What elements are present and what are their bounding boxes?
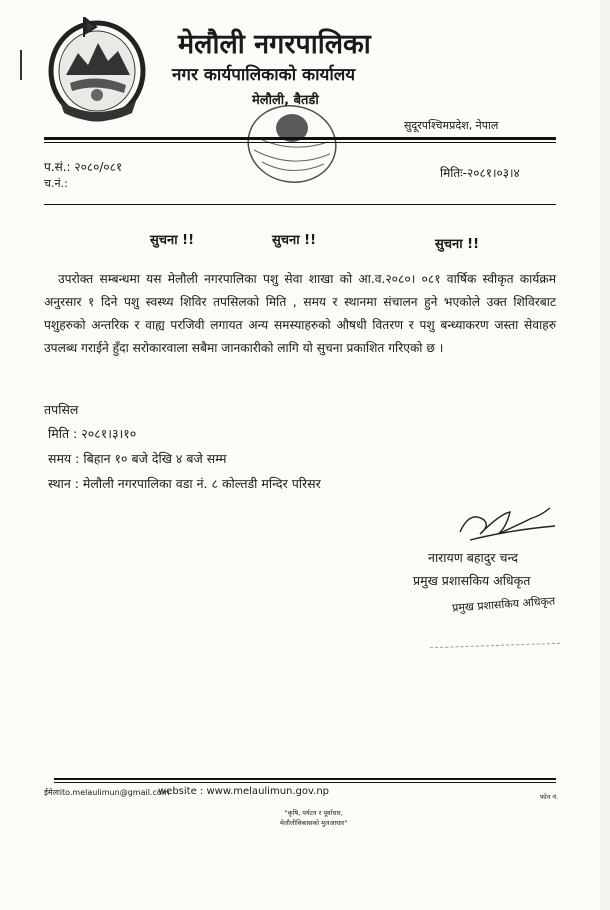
notice-heading-2: सुचना !! — [272, 233, 317, 248]
signatory-name: नारायण बहादुर चन्द — [428, 550, 518, 565]
details-heading: तपसिल — [44, 402, 79, 417]
office-location: मेलौली, बैतडी — [252, 93, 319, 108]
footer-phone: फोन नं. — [540, 793, 559, 801]
office-subtitle: नगर कार्यपालिकाको कार्यालय — [172, 65, 356, 85]
designation-seal: प्रमुख प्रशासकिय अधिकृत — [451, 594, 556, 615]
footer-rule-bottom — [54, 782, 556, 783]
footer-website: website : www.melaulimun.gov.np — [158, 786, 330, 797]
header-rule-top — [44, 137, 556, 140]
notice-heading-3: सुचना !! — [435, 237, 480, 252]
motto-line-2: मेलौलीविकासको मुलआधार" — [280, 819, 348, 827]
notice-body: उपरोक्त सम्बन्धमा यस मेलौली नगरपालिका पशु सेवा शाखा को आ.व.२०८०। ०८१ वार्षिक स्वीकृत कार्यक्रम अनुरसार १ दिने पशु स्वस्थ्य शिविर तपसिलको मिति , समय र स्थानमा संचालन हुने भएकोले उक्त शिविरबाट पशुहरुको अन्तरिक र वाह्य परजिवी लगायत अन्य समस्याहरुको औषधी वितरण र पशु बन्ध्याकरण जस्ता सेवाहरु उपलब्ध गराईने हुँदा सरोकारवाला सबैमा जानकारीको लागि यो सुचना प्रकाशित गरिएको छ । — [44, 272, 556, 355]
reference-rule — [44, 204, 556, 205]
reference-number: प.सं.: २०८०/०८१ — [44, 160, 123, 174]
header-rule-bottom — [44, 142, 556, 143]
details-time: समय : बिहान १० बजे देखि ४ बजे सम्म — [48, 451, 227, 466]
faint-dashed-line — [430, 643, 560, 649]
signatory-designation: प्रमुख प्रशासकिय अधिकृत — [413, 573, 531, 588]
footer-email: ईमेलःito.melaulimun@gmail.com — [44, 788, 170, 797]
letter-date: मितिः-२०८१।०३।४ — [440, 166, 520, 180]
motto-line-1: "कृषि, पर्यटन र पूर्वाधार, — [284, 809, 343, 817]
office-title: मेलौली नगरपालिका — [178, 29, 371, 60]
nepal-emblem-icon — [46, 13, 148, 123]
footer-rule-top — [54, 778, 556, 780]
notice-heading-1: सुचना !! — [150, 233, 195, 248]
signature-icon — [450, 500, 560, 545]
office-stamp-icon — [240, 98, 344, 190]
footer-motto — [280, 808, 347, 828]
details-date: मिति : २०८१।३।१० — [48, 426, 137, 441]
office-province: सुदूरपश्चिमप्रदेश, नेपाल — [404, 119, 499, 132]
margin-mark — [20, 50, 22, 80]
dispatch-number: च.नं.: — [44, 177, 68, 190]
details-place: स्थान : मेलौली नगरपालिका वडा नं. ८ कोल्तडी मन्दिर परिसर — [48, 476, 321, 491]
